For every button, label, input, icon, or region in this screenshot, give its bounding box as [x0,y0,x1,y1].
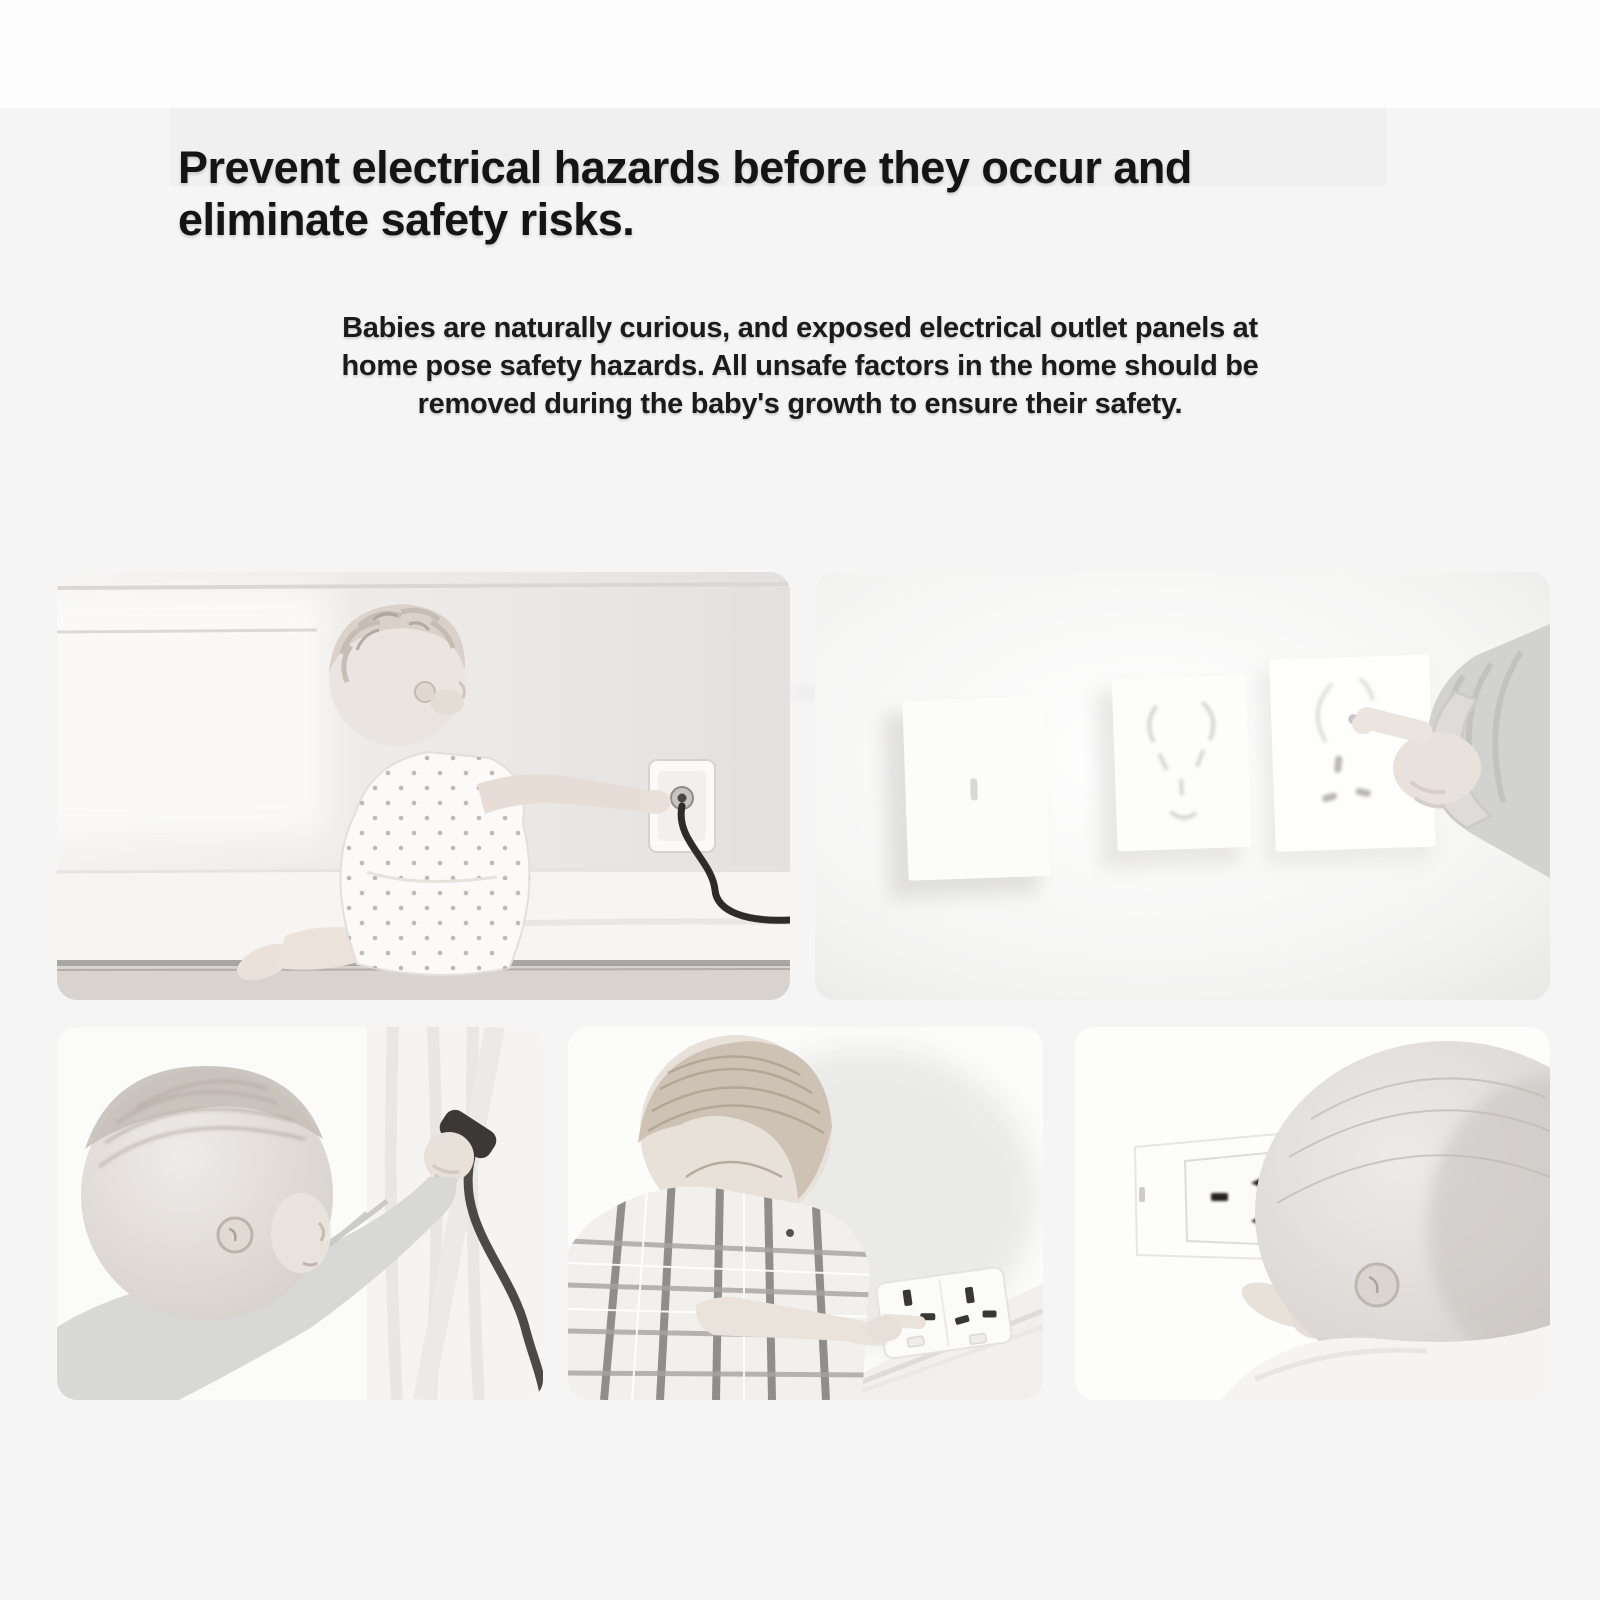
photo-outlet-panels-illustration [815,572,1550,1000]
photo-baby-head-outlet-illustration [1075,1027,1550,1400]
photo-hand-touching-outlet-panels [815,572,1550,1000]
photo-baby-looking-at-outlet [1075,1027,1550,1400]
photo-baby-grabbing-cord-illustration [57,1027,543,1400]
top-white-band [0,0,1600,108]
photo-baby-grabbing-plug-cord [57,1027,543,1400]
intro-paragraph-line1: Babies are naturally curious, and exposed electrical outlet panels at [342,312,1258,344]
photo-baby-pulling-plug-illustration [57,572,790,1000]
ghost-text-artifact: Babies are naturally curious, and exposed electrical outlet panels at [347,676,1253,707]
intro-paragraph-line2: home pose safety hazards. All unsafe factors in the home should be [341,350,1259,382]
photo-toddler-socket-illustration [568,1027,1043,1400]
page-title [178,142,1438,246]
intro-paragraph [0,309,1600,423]
page-title-line1: Prevent electrical hazards before they occur and [178,142,1192,194]
photo-toddler-touching-socket [568,1027,1043,1400]
page-title-line2: eliminate safety risks. [178,194,635,246]
intro-paragraph-line3: removed during the baby's growth to ensure their safety. [417,388,1183,420]
photo-baby-pulling-plug-on-ledge [57,572,790,1000]
